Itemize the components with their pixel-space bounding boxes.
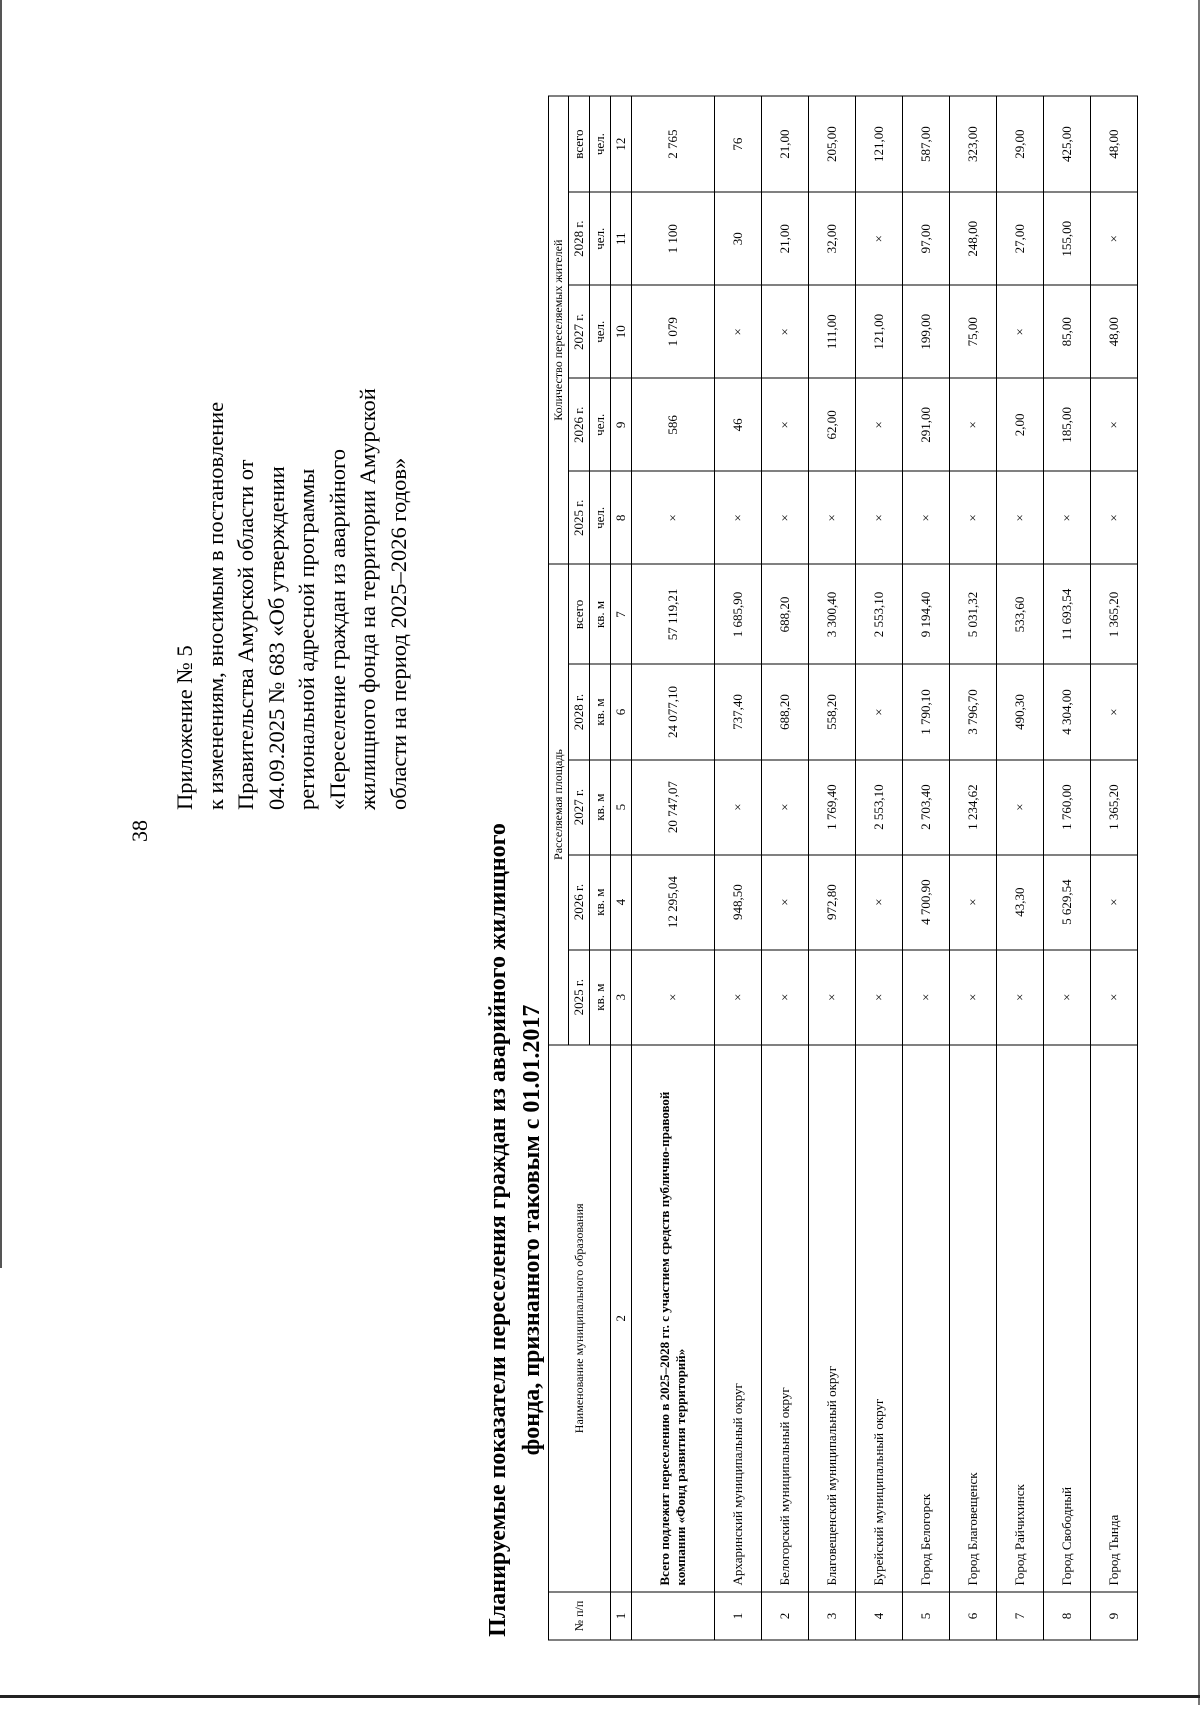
table-cell: 29,00 [996, 96, 1043, 192]
table-cell: 586 [632, 378, 715, 471]
table-cell: 291,00 [902, 378, 949, 471]
appendix-line: «Переселение граждан из аварийного [324, 449, 350, 810]
col-header-res-2026: 2026 г. [569, 378, 590, 471]
row-name: Город Благовещенск [949, 1044, 996, 1591]
row-name: Город Свободный [1043, 1044, 1090, 1591]
table-cell: × [808, 471, 855, 564]
table-row [761, 96, 808, 1640]
unit-residents: чел. [590, 378, 611, 471]
col-header-num: № п/п [549, 1591, 611, 1639]
table-cell: × [855, 664, 902, 759]
table-cell: × [855, 378, 902, 471]
table-cell: 323,00 [949, 96, 996, 192]
table-cell: × [761, 378, 808, 471]
appendix-line: региональной адресной программы [294, 468, 319, 810]
table-cell: 11 693,54 [1043, 564, 1090, 664]
index-cell: 4 [611, 854, 632, 949]
row-name: Благовещенский муниципальный округ [808, 1044, 855, 1591]
table-cell: × [855, 192, 902, 285]
table-row [949, 96, 996, 1640]
table-cell: × [1090, 471, 1137, 564]
table-cell: 688,20 [761, 664, 808, 759]
col-header-area-total: всего [569, 564, 590, 664]
group-header-area: Расселяемая площадь [549, 564, 569, 1044]
unit-area: кв. м [590, 564, 611, 664]
table-cell: × [761, 759, 808, 854]
table-cell: × [855, 949, 902, 1044]
table-cell: × [949, 378, 996, 471]
table-cell: 4 304,00 [1043, 664, 1090, 759]
table-cell: × [855, 854, 902, 949]
table-cell: 205,00 [808, 96, 855, 192]
table-row [714, 96, 761, 1640]
row-num: 3 [808, 1591, 855, 1639]
row-num: 1 [714, 1591, 761, 1639]
table-cell: × [902, 471, 949, 564]
index-row [611, 96, 632, 1640]
table-cell: 3 300,40 [808, 564, 855, 664]
table-cell: 32,00 [808, 192, 855, 285]
table-cell: × [632, 471, 715, 564]
scan-edge-left [0, 0, 2, 1268]
table-cell: 248,00 [949, 192, 996, 285]
table-cell: 97,00 [902, 192, 949, 285]
table-cell: 425,00 [1043, 96, 1090, 192]
table-cell: 20 747,07 [632, 759, 715, 854]
table-row [902, 96, 949, 1640]
total-row [632, 96, 715, 1640]
page-number: 38 [127, 820, 152, 842]
col-header-res-2025: 2025 г. [569, 471, 590, 564]
table-cell: 21,00 [761, 96, 808, 192]
appendix-line: к изменениям, вносимым в постановление [202, 401, 228, 810]
table-cell: 48,00 [1090, 96, 1137, 192]
table-cell: 4 700,90 [902, 854, 949, 949]
table-cell: × [761, 949, 808, 1044]
table-cell: 1 685,90 [714, 564, 761, 664]
appendix-line: Приложение № 5 [172, 645, 197, 810]
appendix-line: жилищного фонда на территории Амурской [355, 388, 380, 810]
table-cell: 185,00 [1043, 378, 1090, 471]
row-name: Архаринский муниципальный округ [714, 1044, 761, 1591]
table-cell: × [1090, 664, 1137, 759]
table-cell: × [855, 471, 902, 564]
table-row [855, 96, 902, 1640]
total-label: Всего подлежит переселению в 2025–2028 гг. с участием средств публично-правовой компании «Фонд развития территорий» [632, 1044, 715, 1591]
appendix-line: Правительства Амурской области от [233, 459, 258, 810]
table-row [1043, 96, 1090, 1640]
index-cell: 1 [611, 1591, 632, 1639]
table-cell: × [1090, 378, 1137, 471]
table-cell: 9 194,40 [902, 564, 949, 664]
unit-area: кв. м [590, 664, 611, 759]
table-cell: 948,50 [714, 854, 761, 949]
title-line-1: Планируемые показатели переселения граждан из аварийного жилищного [485, 823, 511, 1637]
table-cell: × [1090, 949, 1137, 1044]
table-cell: 688,20 [761, 564, 808, 664]
table-cell: 48,00 [1090, 285, 1137, 378]
table-cell: 30 [714, 192, 761, 285]
table-cell: × [902, 949, 949, 1044]
unit-area: кв. м [590, 949, 611, 1044]
index-cell: 5 [611, 759, 632, 854]
table-cell: × [714, 471, 761, 564]
table-cell: 5 629,54 [1043, 854, 1090, 949]
col-header-area-2027: 2027 г. [569, 759, 590, 854]
table-cell: × [808, 949, 855, 1044]
index-cell: 9 [611, 378, 632, 471]
table-row [1090, 96, 1137, 1640]
col-header-res-2027: 2027 г. [569, 285, 590, 378]
row-name: Город Тында [1090, 1044, 1137, 1591]
unit-residents: чел. [590, 285, 611, 378]
table-cell: 2 765 [632, 96, 715, 192]
row-num: 2 [761, 1591, 808, 1639]
table-cell: 75,00 [949, 285, 996, 378]
index-cell: 10 [611, 285, 632, 378]
table-cell: 57 119,21 [632, 564, 715, 664]
col-header-name: Наименование муниципального образования [549, 1044, 611, 1591]
header-row-groups [549, 96, 569, 1640]
appendix-block [170, 250, 411, 810]
table-cell: 533,60 [996, 564, 1043, 664]
col-header-res-total: всего [569, 96, 590, 192]
row-num: 9 [1090, 1591, 1137, 1639]
index-cell: 8 [611, 471, 632, 564]
table-cell: × [996, 471, 1043, 564]
table-cell: × [632, 949, 715, 1044]
table-cell: 43,30 [996, 854, 1043, 949]
table-cell: 1 769,40 [808, 759, 855, 854]
row-name: Белогорский муниципальный округ [761, 1044, 808, 1591]
col-header-area-2028: 2028 г. [569, 664, 590, 759]
table-cell: 737,40 [714, 664, 761, 759]
table-cell: × [996, 285, 1043, 378]
title-line-2: фонда, признанного таковым с 01.01.2017 [519, 1004, 545, 1456]
total-num [632, 1591, 715, 1639]
table-cell: × [996, 949, 1043, 1044]
table-cell: × [714, 949, 761, 1044]
table-cell: 1 790,10 [902, 664, 949, 759]
col-header-area-2026: 2026 г. [569, 854, 590, 949]
table-cell: 1 079 [632, 285, 715, 378]
table-cell: 62,00 [808, 378, 855, 471]
table-row [808, 96, 855, 1640]
table-cell: 3 796,70 [949, 664, 996, 759]
table-cell: × [714, 759, 761, 854]
row-name: Город Райчихинск [996, 1044, 1043, 1591]
table-cell: 121,00 [855, 285, 902, 378]
index-cell: 7 [611, 564, 632, 664]
table-cell: 111,00 [808, 285, 855, 378]
table-cell: × [949, 471, 996, 564]
unit-residents: чел. [590, 192, 611, 285]
table-cell: 2,00 [996, 378, 1043, 471]
index-cell: 3 [611, 949, 632, 1044]
index-cell: 11 [611, 192, 632, 285]
table-cell: 76 [714, 96, 761, 192]
row-num: 4 [855, 1591, 902, 1639]
table-cell: 1 760,00 [1043, 759, 1090, 854]
index-cell: 12 [611, 96, 632, 192]
table-cell: 46 [714, 378, 761, 471]
table-cell: 85,00 [1043, 285, 1090, 378]
table-cell: × [996, 759, 1043, 854]
table-cell: 1 365,20 [1090, 564, 1137, 664]
row-num: 6 [949, 1591, 996, 1639]
scan-bottom-line [0, 1695, 1200, 1698]
group-header-residents: Количество переселяемых жителей [549, 96, 569, 564]
table-cell: 199,00 [902, 285, 949, 378]
table-container [548, 95, 1138, 1640]
table-cell: 27,00 [996, 192, 1043, 285]
table-cell: 2 703,40 [902, 759, 949, 854]
col-header-res-2028: 2028 г. [569, 192, 590, 285]
table-cell: 587,00 [902, 96, 949, 192]
table-cell: 21,00 [761, 192, 808, 285]
row-num: 5 [902, 1591, 949, 1639]
index-cell: 2 [611, 1044, 632, 1591]
table-cell: × [761, 854, 808, 949]
table-cell: 2 553,10 [855, 564, 902, 664]
table-cell: × [1043, 949, 1090, 1044]
row-num: 8 [1043, 1591, 1090, 1639]
appendix-line: области на период 2025–2026 годов» [385, 457, 411, 810]
table-cell: 972,80 [808, 854, 855, 949]
table-cell: 1 100 [632, 192, 715, 285]
table-cell: × [949, 854, 996, 949]
table-cell: 2 553,10 [855, 759, 902, 854]
table-cell: 155,00 [1043, 192, 1090, 285]
row-name: Город Белогорск [902, 1044, 949, 1591]
col-header-area-2025: 2025 г. [569, 949, 590, 1044]
table-cell: × [1043, 471, 1090, 564]
table-cell: 1 365,20 [1090, 759, 1137, 854]
relocation-table [548, 95, 1138, 1640]
table-cell: × [1090, 192, 1137, 285]
unit-area: кв. м [590, 854, 611, 949]
table-cell: × [714, 285, 761, 378]
unit-residents: чел. [590, 471, 611, 564]
unit-residents: чел. [590, 96, 611, 192]
row-num: 7 [996, 1591, 1043, 1639]
table-cell: 490,30 [996, 664, 1043, 759]
row-name: Бурейский муниципальный округ [855, 1044, 902, 1591]
table-cell: 121,00 [855, 96, 902, 192]
table-cell: 1 234,62 [949, 759, 996, 854]
table-cell: 12 295,04 [632, 854, 715, 949]
table-cell: 5 031,32 [949, 564, 996, 664]
appendix-line: 04.09.2025 № 683 «Об утверждении [263, 466, 289, 810]
table-row [996, 96, 1043, 1640]
table-cell: 24 077,10 [632, 664, 715, 759]
unit-area: кв. м [590, 759, 611, 854]
table-cell: × [949, 949, 996, 1044]
index-cell: 6 [611, 664, 632, 759]
table-cell: × [761, 285, 808, 378]
table-cell: × [1090, 854, 1137, 949]
table-cell: × [761, 471, 808, 564]
table-cell: 558,20 [808, 664, 855, 759]
